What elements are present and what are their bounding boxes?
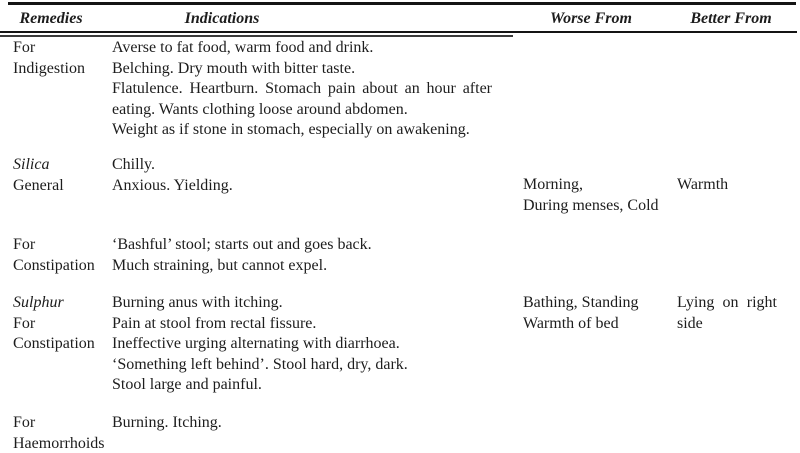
better-from-cell [677,235,777,255]
column-header-worse-from: Worse From [550,10,632,27]
better-from-cell [677,413,777,433]
worse-from-line: During menses, Cold [523,196,659,214]
table-row [13,235,777,276]
worse-from-cell [523,155,677,216]
better-from-cell [677,155,777,196]
better-from-cell [677,293,777,334]
indication-line: Stool large and painful. [112,376,262,393]
table-row [13,293,777,396]
indication-line: ‘Something left behind’. Stool hard, dry, dark. [112,355,408,373]
remedy-cell [13,38,112,79]
table-row [13,155,777,216]
indication-line: Anxious. Yielding. [112,176,233,194]
remedy-scope-line: General [13,176,64,194]
remedy-cell [13,413,112,453]
column-header-better-from: Better From [690,10,772,27]
indications-cell [112,413,523,434]
remedy-cell [13,293,112,355]
remedy-scope-line: Haemorrhoids [13,434,105,452]
remedy-scope-line: For [13,314,36,332]
indication-line: Pain at stool from rectal fissure. [112,314,317,332]
remedy-name-line: Sulphur [13,294,64,311]
worse-from-line: Warmth of bed [523,314,619,332]
indication-line: Averse to fat food, warm food and drink. [112,39,374,56]
table-row [13,413,777,453]
indications-cell [112,38,523,141]
header-underline-rule [0,31,797,33]
header-underline-scan-artifact [0,35,513,37]
remedy-scope-line: Indigestion [13,59,85,77]
worse-from-cell [523,293,677,334]
indication-line: Ineffective urging alternating with diarrhoea. [112,335,400,352]
remedy-cell [13,155,112,196]
worse-from-cell [523,413,677,433]
better-from-line: Warmth [677,176,729,193]
indications-cell [112,155,523,196]
better-from-cell [677,38,777,58]
remedy-scope-line: For [13,414,36,431]
indications-cell [112,293,523,396]
remedy-scope-line: Constipation [13,335,95,352]
indication-line: Belching. Dry mouth with bitter taste. [112,59,356,77]
indication-line: ‘Bashful’ stool; starts out and goes back. [112,236,372,253]
remedy-scope-line: Constipation [13,256,95,274]
indications-cell [112,235,523,276]
remedy-scope-line: For [13,39,36,56]
worse-from-line: Morning, [523,176,583,193]
remedy-cell [13,235,112,276]
column-header-remedies: Remedies [19,10,83,27]
column-header-indications: Indications [184,10,260,27]
worse-from-line: Bathing, Standing [523,294,639,311]
remedy-scope-line: For [13,236,36,253]
remedy-name-line: Silica [13,156,50,173]
worse-from-cell [523,235,677,255]
indication-line: Flatulence. Heartburn. Stomach pain about an hour after eating. Wants clothing loose around abdomen. [112,80,492,118]
better-from-line: Lying on right side [677,294,777,332]
indication-line: Burning. Itching. [112,414,222,431]
table-row [13,38,777,141]
table-top-rule [8,2,796,5]
indication-line: Weight as if stone in stomach, especially on awakening. [112,121,470,138]
worse-from-cell [523,38,677,58]
indication-line: Chilly. [112,156,155,173]
indication-line: Burning anus with itching. [112,294,283,311]
indication-line: Much straining, but cannot expel. [112,256,328,274]
